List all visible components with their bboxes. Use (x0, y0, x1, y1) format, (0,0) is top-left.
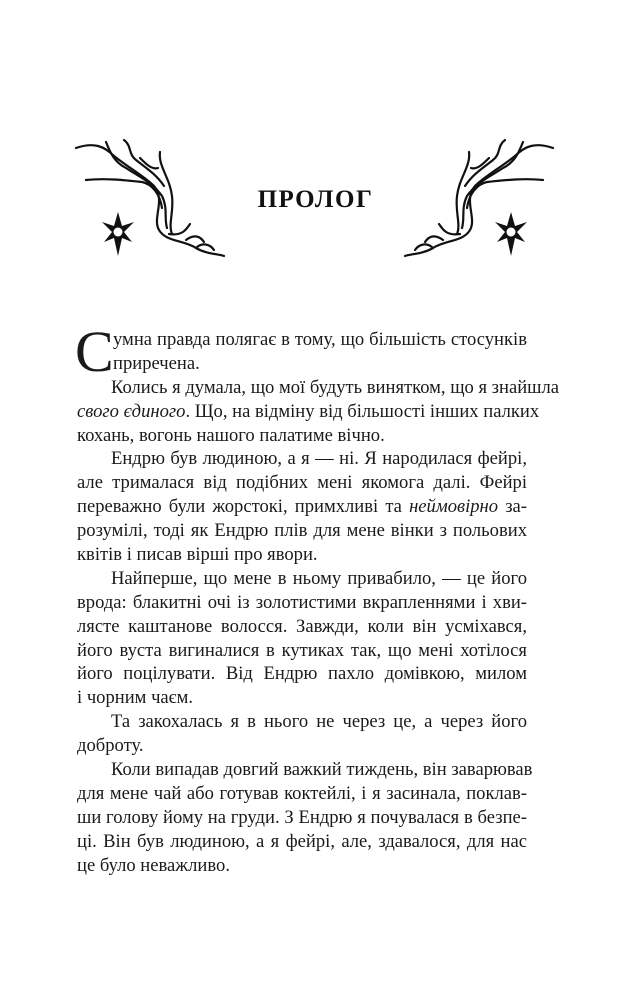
text-segment: квітів і писав вірші про явори. (77, 544, 318, 566)
text-segment: врода: блакитні очі із золотистими вкрапленнями і хви- (77, 591, 527, 613)
emphasis-text: неймовірно (409, 496, 499, 518)
text-line (77, 543, 527, 567)
text-segment: кохань, вогонь нашого палатиме вічно. (77, 424, 385, 446)
text-line (77, 615, 527, 639)
star-icon (495, 212, 527, 256)
text-line (77, 686, 527, 710)
text-segment: його поцілувати. Від Ендрю пахло домівкою, милом (77, 663, 527, 685)
text-segment: переважно були жорстокі, примхливі та (77, 496, 410, 518)
text-segment: ши голову йому на груди. З Ендрю я почувалася в безпе- (77, 806, 527, 828)
text-segment: приречена. (113, 352, 200, 374)
text-line (77, 519, 527, 543)
text-line (77, 424, 527, 448)
text-segment: Коли випадав довгий важкий тиждень, він заварював (111, 759, 533, 781)
paragraph (77, 567, 527, 710)
text-segment: за- (498, 496, 527, 518)
emphasis-text: свого єдиного (77, 400, 186, 422)
text-line (77, 639, 527, 663)
paragraph (77, 376, 560, 448)
text-line (77, 710, 527, 734)
text-line (77, 591, 527, 615)
paragraph (77, 758, 533, 877)
text-segment: Ендрю був людиною, а я — ні. Я народилася фейрі, (111, 448, 527, 470)
text-segment: Найперше, що мене в ньому привабило, — це його (111, 567, 527, 589)
text-line (77, 400, 540, 424)
star-icon (102, 212, 134, 256)
chapter-title: ПРОЛОГ (257, 186, 374, 213)
text-segment: умна правда полягає в тому, що більшість стосунків (113, 329, 527, 350)
text-line (77, 662, 527, 686)
text-segment: ці. Він був людиною, а я фейрі, але, здавалося, для нас (77, 830, 527, 852)
text-line (77, 328, 527, 352)
paragraph (77, 710, 527, 758)
paragraph (77, 447, 527, 566)
text-segment: для мене чай або готував коктейлі, і я засинала, поклав- (77, 782, 527, 804)
text-segment: але трималася від подібних мені якомога далі. Фейрі (77, 472, 527, 494)
paragraph (75, 319, 527, 384)
text-segment: його вуста вигиналися в кутиках так, що мені хотілося (77, 639, 527, 661)
text-segment: . Що, на відміну від більшості інших палких (185, 400, 540, 422)
text-segment: розумілі, тоді як Ендрю плів для мене вінки з польових (77, 520, 527, 542)
text-line (77, 495, 527, 519)
text-line (77, 376, 560, 400)
text-segment: доброту. (77, 735, 144, 757)
text-line (77, 352, 527, 376)
text-line (77, 758, 533, 782)
text-line (77, 447, 527, 471)
text-segment: Колись я думала, що мої будуть винятком, що я знайшла (111, 376, 560, 398)
text-segment: це було неважливо. (77, 854, 230, 876)
text-segment: лясте каштанове волосся. Завжди, коли він усміхався, (77, 615, 527, 637)
text-line (77, 830, 527, 854)
text-segment: і чорним чаєм. (77, 687, 194, 709)
text-line (77, 734, 527, 758)
chapter-body (75, 319, 560, 877)
text-line (77, 806, 527, 830)
text-line (77, 854, 527, 878)
drop-cap: С (75, 319, 114, 384)
text-segment: Та закохалась я в нього не через це, а через його (111, 711, 527, 733)
text-line (77, 471, 527, 495)
text-line (77, 567, 527, 591)
text-line (77, 782, 527, 806)
